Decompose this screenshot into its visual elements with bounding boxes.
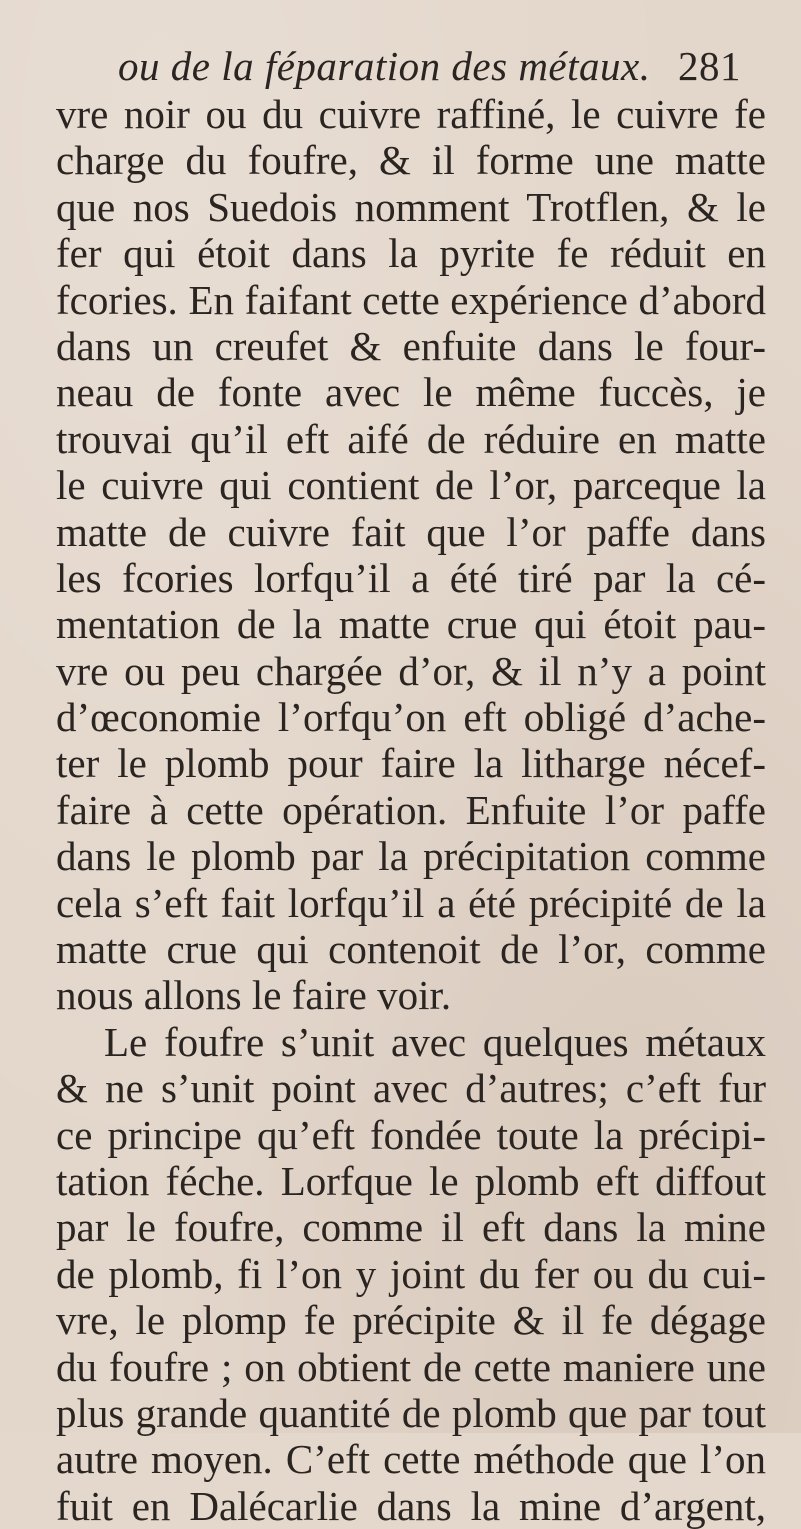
page-number: 281	[678, 43, 741, 89]
text-line: neau de fonte avec le même fuccès, je	[56, 369, 766, 416]
text-line: par le foufre, comme il eft dans la mine	[56, 1204, 766, 1251]
text-line: charge du foufre, & il forme une matte	[56, 137, 766, 184]
text-line: dans le plomb par la précipitation comme	[56, 833, 766, 880]
text-line: fuit en Dalécarlie dans la mine d’argent,	[56, 1482, 766, 1529]
text-line: le cuivre qui contient de l’or, parceque la	[56, 462, 766, 509]
text-line: d’œconomie l’orfqu’on eft obligé d’ache-	[56, 694, 766, 741]
text-line: mentation de la matte crue qui étoit pau-	[56, 601, 766, 648]
body-text	[56, 91, 766, 1529]
text-line: vre, le plomp fe précipite & il fe dégage	[56, 1297, 766, 1344]
text-line: fer qui étoit dans la pyrite fe réduit en	[56, 230, 766, 277]
text-line: fcories. En faifant cette expérience d’abord	[56, 276, 766, 323]
text-line: tation féche. Lorfque le plomb eft diffout	[56, 1157, 766, 1204]
text-line: vre ou peu chargée d’or, & il n’y a point	[56, 647, 766, 694]
running-head	[118, 42, 758, 90]
text-line: de plomb, fi l’on y joint du fer ou du cui-	[56, 1250, 766, 1297]
text-line: cela s’eft fait lorfqu’il a été précipité de la	[56, 879, 766, 926]
text-line: matte crue qui contenoit de l’or, comme	[56, 926, 766, 973]
text-line: les fcories lorfqu’il a été tiré par la cé-	[56, 554, 766, 601]
text-line: ce principe qu’eft fondée toute la précipi-	[56, 1111, 766, 1158]
text-line: ter le plomb pour faire la litharge nécef-	[56, 740, 766, 787]
text-line: vre noir ou du cuivre raffiné, le cuivre fe	[56, 91, 766, 137]
text-line: trouvai qu’il eft aifé de réduire en matte	[56, 415, 766, 462]
text-line: autre moyen. C’eft cette méthode que l’on	[56, 1436, 766, 1483]
running-head-title: ou de la féparation des métaux.	[118, 43, 651, 89]
text-line: que nos Suedois nomment Trotflen, & le	[56, 183, 766, 230]
text-line: Le foufre s’unit avec quelques métaux	[104, 1018, 766, 1065]
text-line: faire à cette opération. Enfuite l’or paffe	[56, 786, 766, 833]
text-line: dans un creufet & enfuite dans le four-	[56, 322, 766, 369]
text-line: nous allons le faire voir.	[56, 972, 452, 1019]
text-line: plus grande quantité de plomb que par tout	[56, 1389, 766, 1436]
text-line: du foufre ; on obtient de cette maniere une	[56, 1343, 766, 1390]
text-line: & ne s’unit point avec d’autres; c’eft fur	[56, 1065, 766, 1112]
text-line: matte de cuivre fait que l’or paffe dans	[56, 508, 766, 555]
